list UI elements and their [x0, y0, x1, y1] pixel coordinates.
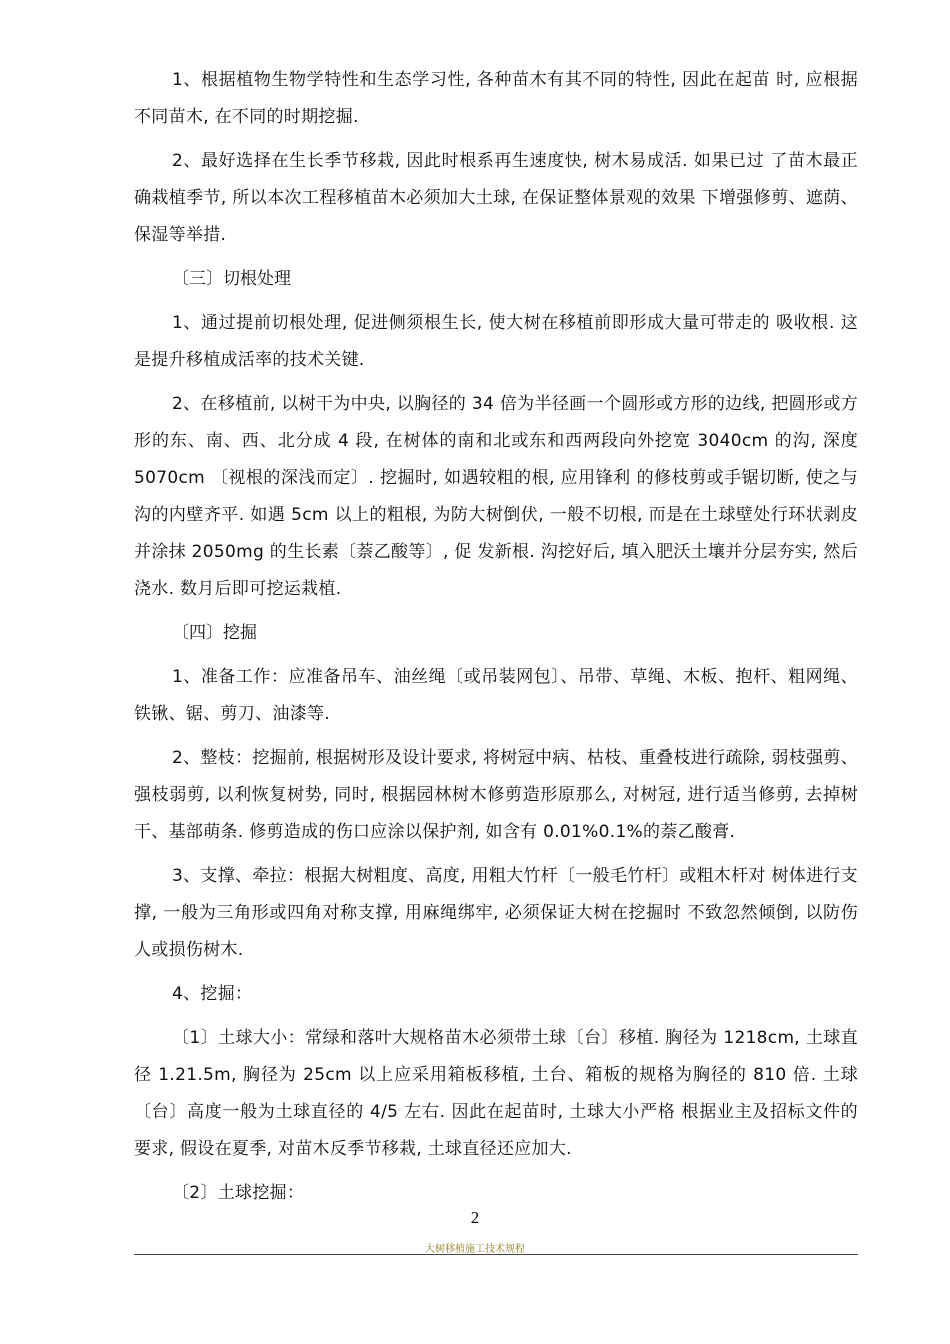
document-body: [134, 62, 858, 1219]
paragraph-1: 1、根据植物生物学特性和生态学习性, 各种苗木有其不同的特性, 因此在起苗 时, 应根据不同苗木, 在不同的时期挖掘.: [134, 70, 858, 127]
section-heading-3: 〔三〕切根处理: [172, 269, 291, 289]
footer-divider: [134, 1254, 858, 1255]
paragraph-4: 1、通过提前切根处理, 促进侧须根生长, 使大树在移植前即形成大量可带走的 吸收根. 这是提升移植成活率的技术关键.: [134, 313, 858, 370]
section-heading-4: 〔四〕挖掘: [172, 623, 257, 643]
paragraph-7: 1、准备工作：应准备吊车、油丝绳〔或吊装网包〕、吊带、草绳、木板、抱杆、粗网绳、铁锹、锯、剪刀、油漆等.: [134, 667, 858, 724]
page-number: 2: [470, 1208, 480, 1227]
paragraph-9: 3、支撑、牵拉：根据大树粗度、高度, 用粗大竹杆〔一般毛竹杆〕或粗木杆对 树体进行支撑, 一般为三角形或四角对称支撑, 用麻绳绑牢, 必须保证大树在挖掘时 不致忽然倾倒, 以防伤人或损伤树木.: [134, 866, 858, 960]
paragraph-2: 2、最好选择在生长季节移栽, 因此时根系再生速度快, 树木易成活. 如果已过 了苗木最正确栽植季节, 所以本次工程移植苗木必须加大土球, 在保证整体景观的效果 下增强修剪、遮荫、保湿等举措.: [134, 151, 858, 245]
paragraph-11: 〔1〕土球大小：常绿和落叶大规格苗木必须带土球〔台〕移植. 胸径为 1218cm, 土球直径 1.21.5m, 胸径为 25cm 以上应采用箱板移植, 土台、箱板的规格为胸径的 810 倍. 土球〔台〕高度一般为土球直径的 4/5 左右. 因此在起苗时, 土球大小严格 根据业主及招标文件的要求, 假设在夏季, 对苗木反季节移栽, 土球直径还应加大.: [134, 1028, 858, 1159]
paragraph-10: 4、挖掘：: [172, 984, 253, 1004]
footer-title: 大树移植施工技术规程: [425, 1244, 525, 1255]
paragraph-12: 〔2〕土球挖掘：: [172, 1183, 305, 1203]
paragraph-8: 2、整枝：挖掘前, 根据树形及设计要求, 将树冠中病、枯枝、重叠枝进行疏除, 弱枝强剪、强枝弱剪, 以利恢复树势, 同时, 根据园林树木修剪造形原那么, 对树冠, 进行适当修剪, 去掉树干、基部萌条. 修剪造成的伤口应涂以保护剂, 如含有 0.01%0.1%的萘乙酸膏.: [134, 748, 858, 842]
paragraph-5: 2、在移植前, 以树干为中央, 以胸径的 34 倍为半径画一个圆形或方形的边线, 把圆形或方形的东、南、西、北分成 4 段, 在树体的南和北或东和西两段向外挖宽 3040cm 的沟, 深度 5070cm 〔视根的深浅而定〕. 挖掘时, 如遇较粗的根, 应用锋利 的修枝剪或手锯切断, 使之与沟的内壁齐平. 如遇 5cm 以上的粗根, 为防大树倒伏, 一般不切根, 而是在土球壁处行环状剥皮并涂抹 2050mg 的生长素〔萘乙酸等〕, 促 发新根. 沟挖好后, 填入肥沃土壤并分层夯实, 然后浇水. 数月后即可挖运栽植.: [134, 394, 858, 599]
